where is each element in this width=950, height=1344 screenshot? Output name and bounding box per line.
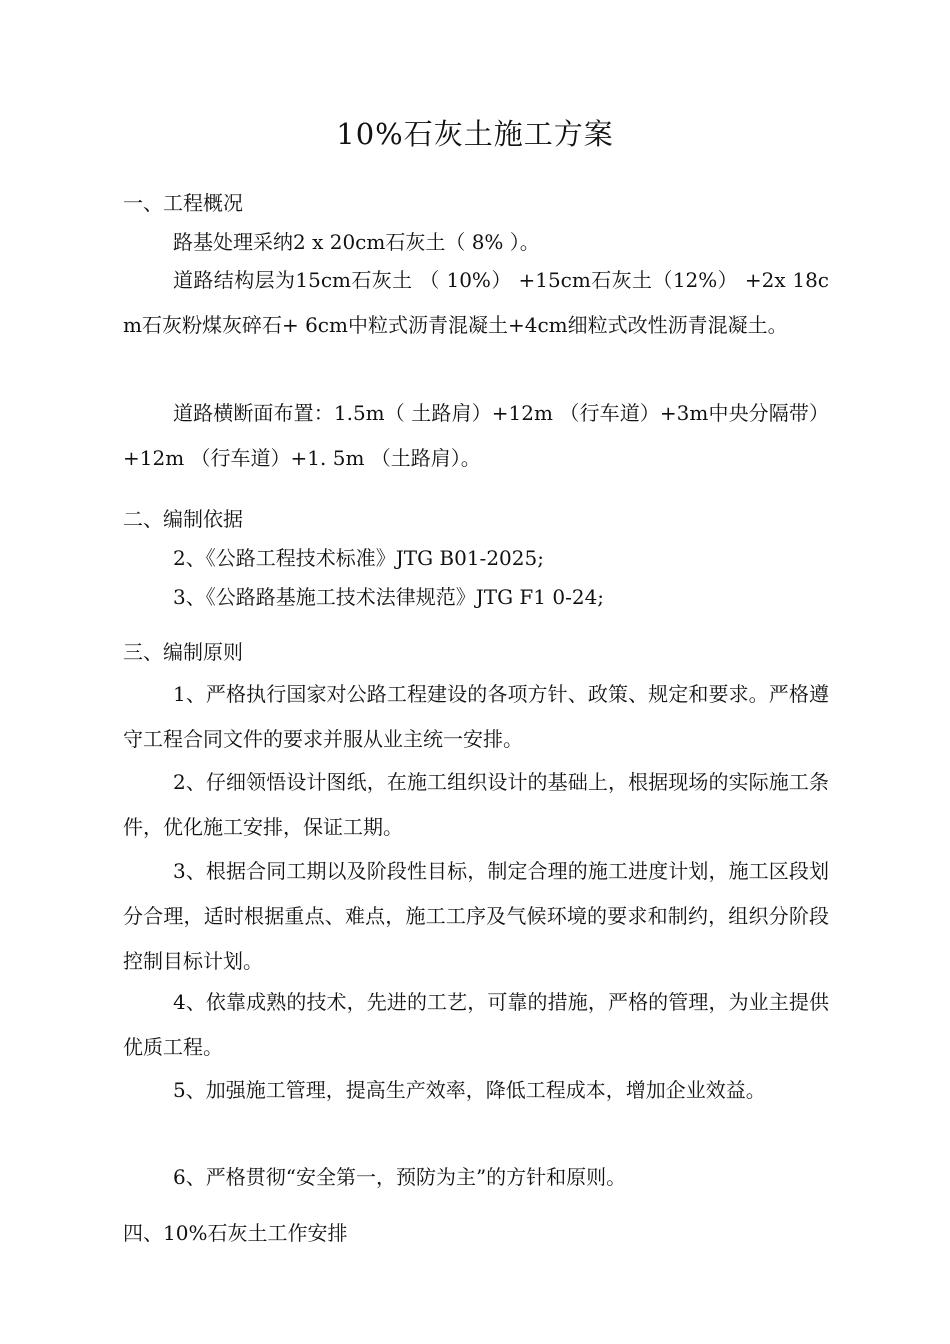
overview-paragraph-1: 路基处理采纳2 x 20cm石灰土（ 8% ）。 xyxy=(173,230,540,254)
principle-item-5: 5、加强施工管理，提高生产效率，降低工程成本，增加企业效益。 xyxy=(173,1078,766,1102)
principle-item-1: 1、严格执行国家对公路工程建设的各项方针、政策、规定和要求。严格遵守工程合同文件的要求并服从业主统一安排。 xyxy=(123,682,829,751)
basis-reference-1: 2、《公路工程技术标准》JTG B01-2025; xyxy=(173,546,544,570)
section-heading-arrangement: 四、10%石灰土工作安排 xyxy=(123,1221,348,1245)
principle-item-2: 2、仔细领悟设计图纸，在施工组织设计的基础上，根据现场的实际施工条件，优化施工安排，保证工期。 xyxy=(123,770,829,839)
document-title: 10%石灰土施工方案 xyxy=(336,117,614,151)
section-heading-principles: 三、编制原则 xyxy=(123,640,243,664)
principle-item-6: 6、严格贯彻“安全第一，预防为主”的方针和原则。 xyxy=(173,1165,627,1189)
overview-paragraph-2: 道路结构层为15cm石灰土 （ 10%） +15cm石灰土（12%） +2x 18cm石灰粉煤灰碎石+ 6cm中粒式沥青混凝土+4cm细粒式改性沥青混凝土。 xyxy=(123,268,829,337)
principle-item-3: 3、根据合同工期以及阶段性目标，制定合理的施工进度计划，施工区段划分合理，适时根据重点、难点，施工工序及气候环境的要求和制约，组织分阶段控制目标计划。 xyxy=(123,859,829,973)
overview-paragraph-3: 道路横断面布置：1.5m（ 土路肩）+12m （行车道）+3m中央分隔带）+12m （行车道）+1. 5m （土路肩）。 xyxy=(123,401,829,470)
section-heading-basis: 二、编制依据 xyxy=(123,507,243,531)
principle-item-4: 4、依靠成熟的技术，先进的工艺，可靠的措施，严格的管理，为业主提供优质工程。 xyxy=(123,990,829,1059)
section-heading-overview: 一、工程概况 xyxy=(123,191,243,215)
basis-reference-2: 3、《公路路基施工技术法律规范》JTG F1 0-24; xyxy=(173,585,605,609)
